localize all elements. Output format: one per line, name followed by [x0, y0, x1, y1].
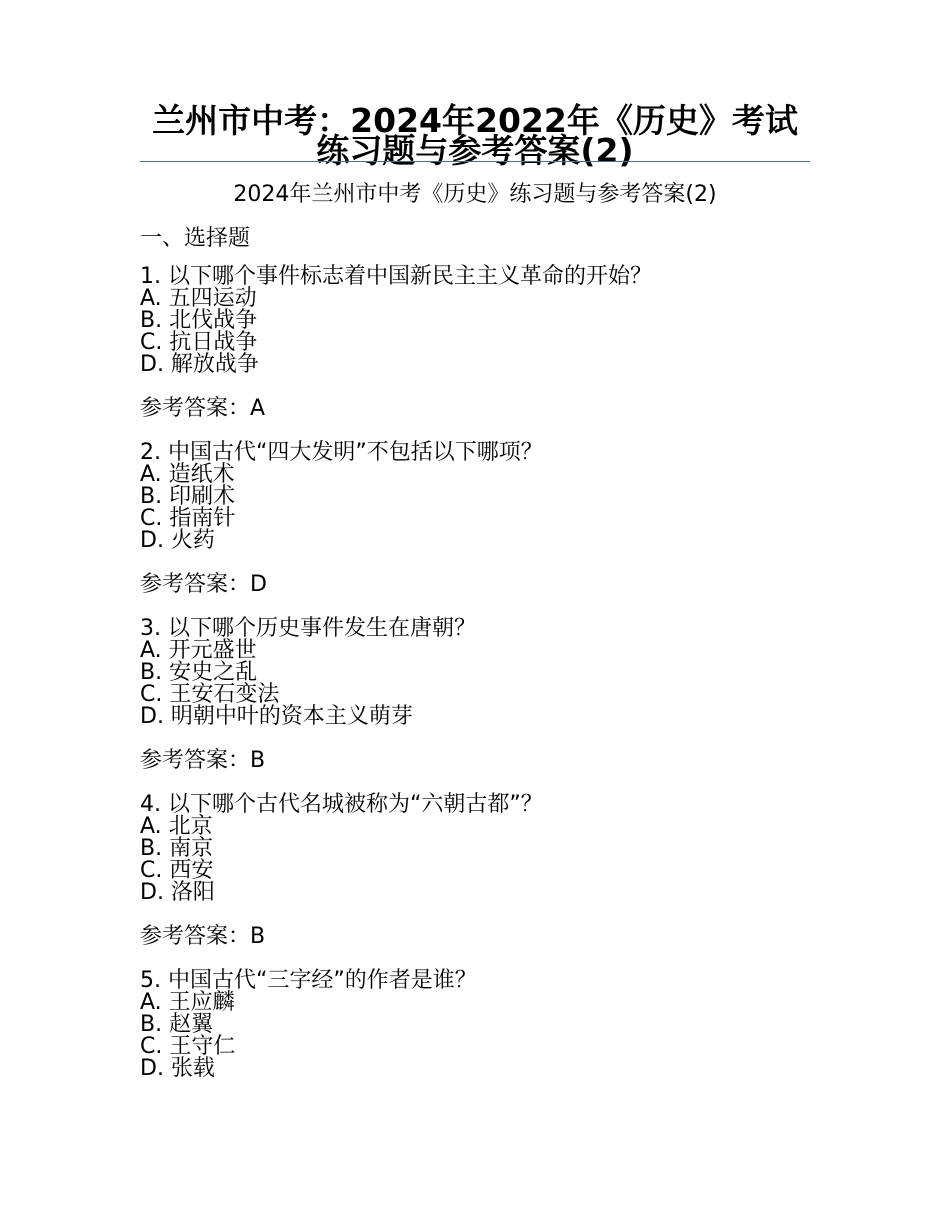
option-a: A. 北京: [140, 814, 213, 839]
option-a: A. 五四运动: [140, 286, 257, 311]
document-title: 兰州市中考：2024年2022年《历史》考试练习题与参考答案(2): [152, 101, 798, 170]
option-d: D. 火药: [140, 528, 215, 553]
question-text: 1. 以下哪个事件标志着中国新民主主义革命的开始？: [140, 264, 652, 289]
question-text: 4. 以下哪个古代名城被称为“六朝古都”？: [140, 792, 543, 817]
question-item-2: [140, 442, 820, 596]
option-c: C. 西安: [140, 858, 214, 883]
option-c: C. 抗日战争: [140, 330, 258, 355]
question-item-5: [140, 970, 820, 1080]
option-c: C. 王守仁: [140, 1034, 236, 1059]
option-a: A. 开元盛世: [140, 638, 257, 663]
option-d: D. 解放战争: [140, 352, 259, 377]
question-item-1: [140, 266, 820, 420]
option-d: D. 明朝中叶的资本主义萌芽: [140, 704, 413, 729]
question-item-3: [140, 618, 820, 772]
option-b: B. 赵翼: [140, 1012, 214, 1037]
option-b: B. 南京: [140, 836, 214, 861]
question-text: 5. 中国古代“三字经”的作者是谁？: [140, 968, 477, 993]
option-b: B. 安史之乱: [140, 660, 258, 685]
answer-text: 参考答案：B: [140, 924, 266, 949]
question-text: 2. 中国古代“四大发明”不包括以下哪项？: [140, 440, 543, 465]
section-heading: 一、选择题: [140, 226, 251, 251]
option-d: D. 张载: [140, 1056, 215, 1081]
title-underline: [140, 161, 810, 162]
answer-text: 参考答案：B: [140, 748, 266, 773]
question-text: 3. 以下哪个历史事件发生在唐朝？: [140, 616, 476, 641]
option-b: B. 北伐战争: [140, 308, 258, 333]
option-a: A. 造纸术: [140, 462, 235, 487]
answer-text: 参考答案：D: [140, 572, 267, 597]
option-d: D. 洛阳: [140, 880, 215, 905]
option-c: C. 王安石变法: [140, 682, 280, 707]
document-subtitle: 2024年兰州市中考《历史》练习题与参考答案(2): [233, 182, 717, 207]
question-list: [140, 266, 820, 1080]
option-a: A. 王应麟: [140, 990, 235, 1015]
question-item-4: [140, 794, 820, 948]
option-c: C. 指南针: [140, 506, 236, 531]
answer-text: 参考答案：A: [140, 396, 266, 421]
option-b: B. 印刷术: [140, 484, 236, 509]
